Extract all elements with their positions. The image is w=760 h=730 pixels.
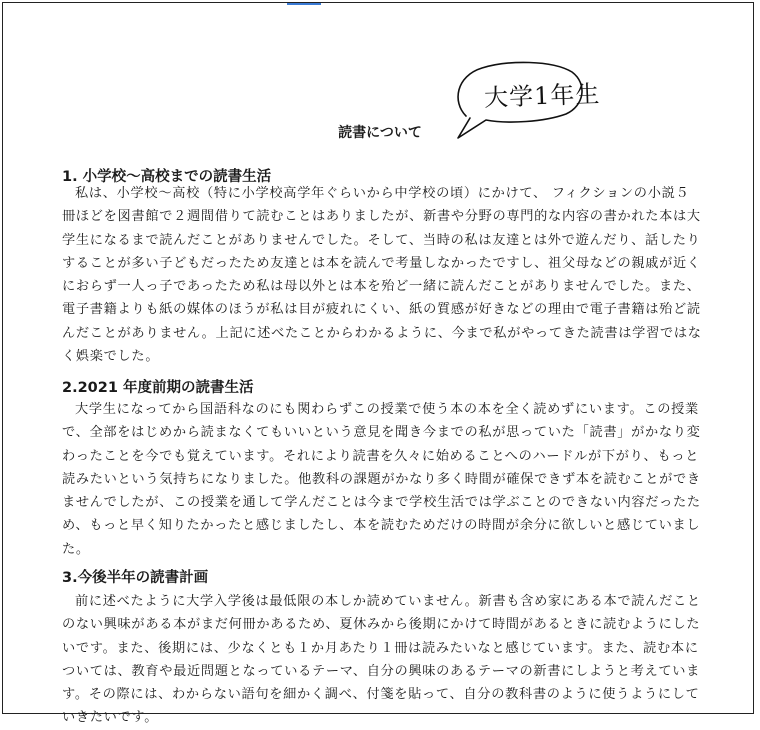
body-line: す。その際には、わからない語句を細かく調べ、付箋を貼って、自分の教科書のように使うようにして bbox=[62, 687, 700, 703]
body-line: で、全部をはじめから読まなくてもいいという意見を聞き今までの私が思っていた「読書」がかなり変 bbox=[62, 425, 701, 441]
body-line: 前に述べたように大学入学後は最低限の本しか読めていません。新書も含め家にある本で読んだこと bbox=[75, 594, 701, 609]
body-line: わったことを今でも覚えています。それにより読書を久々に始めることへのハードルが下がり、もっと bbox=[62, 448, 700, 464]
body-line: 学生になるまで読んだことがありませんでした。そして、当時の私は友達とは外で遊んだり、話したり bbox=[62, 232, 701, 248]
body-line: することが多い子どもだったため友達とは本を読んで考量しなかったですし、祖父母などの親戚が近く bbox=[62, 255, 701, 271]
body-line: いきたいです。 bbox=[62, 710, 159, 726]
body-line: のない興味がある本がまだ何冊かあるため、夏休みから後期にかけて時間があるときに読むようにした bbox=[62, 617, 701, 633]
section-body-1 bbox=[62, 182, 702, 368]
top-edge-mark bbox=[287, 2, 321, 5]
body-line: におらず一人っ子であったため私は母以外とは本を殆ど一緒に読んだことがありませんでした。また、 bbox=[62, 279, 701, 295]
section-body-3 bbox=[62, 590, 701, 730]
body-line: いです。また、後期には、少なくとも１か月あたり１冊は読みたいなと感じています。また、読む本に bbox=[62, 640, 699, 656]
body-line: く娯楽でした。 bbox=[62, 349, 160, 365]
body-line: ませんでしたが、この授業を通して学んだことは今まで学校生活では学ぶことのできない内容だったた bbox=[62, 495, 701, 511]
body-line: ついては、教育や最近問題となっているテーマ、自分の興味のあるテーマの新書にしようと考えていま bbox=[62, 663, 701, 679]
handwritten-annotation: 大学1年生 bbox=[483, 79, 601, 113]
body-line: 冊ほどを図書館で２週間借りて読むことはありましたが、新書や分野の専門的な内容の書かれた本は大 bbox=[62, 209, 701, 225]
document-title: 読書について bbox=[338, 125, 422, 141]
body-line: 電子書籍よりも紙の媒体のほうが私は目が疲れにくい、紙の質感が好きなどの理由で電子書籍は殆ど読 bbox=[62, 302, 701, 318]
body-line: んだことがありません。上記に述べたことからわかるように、今まで私がやってきた読書は学習ではな bbox=[62, 325, 702, 341]
body-line: た。 bbox=[62, 541, 90, 557]
body-line: 大学生になってから国語科なのにも関わらずこの授業で使う本の本を全く読めずにいます。この授業 bbox=[75, 402, 699, 417]
body-line: 読みたいという気持ちになりました。他教科の課題がかなり多く時間が確保できず本を読むことができ bbox=[62, 471, 701, 487]
section-heading-2: 2.2021 年度前期の読書生活 bbox=[62, 380, 254, 396]
section-heading-1: 1. 小学校～高校までの読書生活 bbox=[62, 169, 272, 185]
body-line: 私は、小学校～高校（特に小学校高学年ぐらいから中学校の頃）にかけて、 フィクションの小説５ bbox=[75, 186, 690, 201]
body-line: め、もっと早く知りたかったと感じましたし、本を読むためだけの時間が余分に欲しいと感じていまし bbox=[62, 518, 701, 534]
section-heading-3: 3.今後半年の読書計画 bbox=[62, 570, 209, 586]
section-body-2 bbox=[62, 398, 701, 561]
